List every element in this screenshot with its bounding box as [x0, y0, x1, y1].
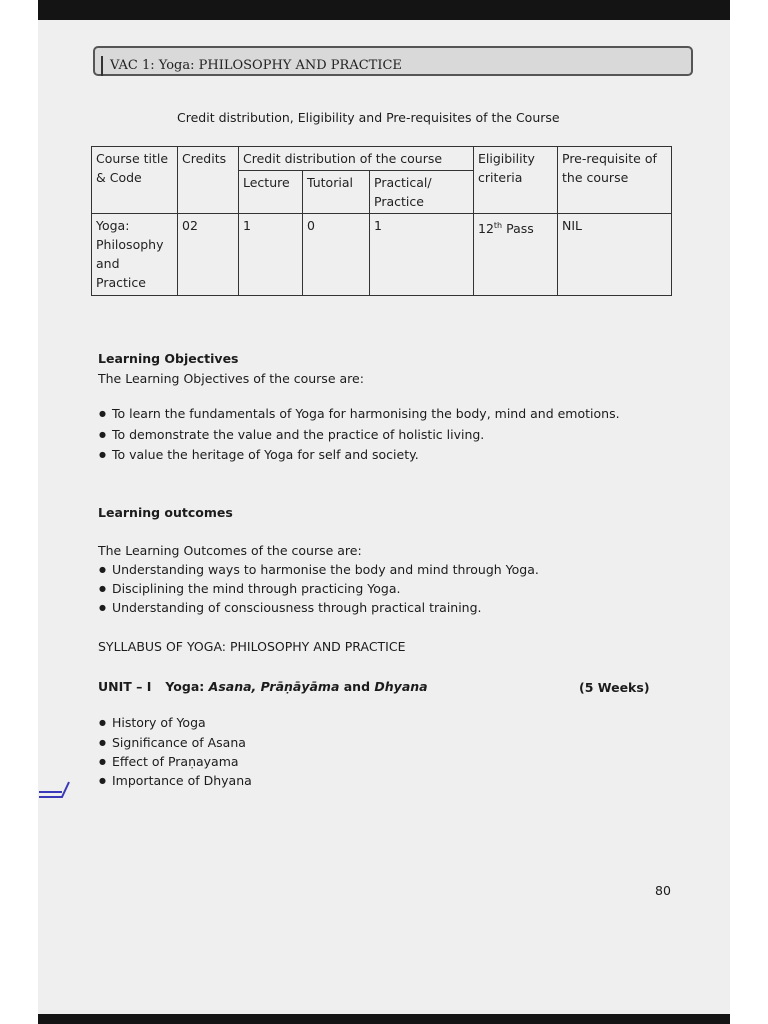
objectives-intro: The Learning Objectives of the course are:: [98, 371, 364, 386]
header-credits: Credits: [178, 147, 239, 214]
cell-practical: 1: [370, 214, 474, 296]
scan-border-bottom: [38, 1014, 730, 1024]
table-header-row: [92, 147, 672, 171]
outcome-item: ● Understanding ways to harmonise the body and mind through Yoga.: [99, 562, 539, 577]
course-title: VAC 1: Yoga: PHILOSOPHY AND PRACTICE: [110, 58, 402, 73]
header-lecture: Lecture: [239, 171, 303, 214]
header-tutorial: Tutorial: [303, 171, 370, 214]
syllabus-item: ● Effect of Praṇayama: [99, 754, 239, 769]
syllabus-title: SYLLABUS OF YOGA: PHILOSOPHY AND PRACTICE: [98, 639, 406, 654]
cell-eligibility: 12th Pass: [474, 214, 558, 296]
unit-heading: UNIT – I Yoga: Asana, Prāṇāyāma and Dhyana: [98, 679, 428, 694]
cell-prereq: NIL: [558, 214, 672, 296]
pen-mark-icon: [38, 780, 72, 802]
header-practical: Practical/ Practice: [370, 171, 474, 214]
objective-item: ● To learn the fundamentals of Yoga for harmonising the body, mind and emotions.: [99, 406, 620, 421]
syllabus-item: ● Significance of Asana: [99, 735, 246, 750]
objective-item: ● To demonstrate the value and the practice of holistic living.: [99, 427, 484, 442]
header-course: Course title & Code: [92, 147, 178, 214]
header-prereq: Pre-requisite of the course: [558, 147, 672, 214]
table-row: [92, 214, 672, 296]
table-caption: Credit distribution, Eligibility and Pre-requisites of the Course: [177, 110, 560, 125]
objective-item: ● To value the heritage of Yoga for self and society.: [99, 447, 419, 462]
scan-border-top: [38, 0, 730, 20]
objectives-heading: Learning Objectives: [98, 351, 239, 366]
credit-table: [91, 146, 672, 296]
cell-lecture: 1: [239, 214, 303, 296]
outcomes-intro: The Learning Outcomes of the course are:: [98, 543, 362, 558]
header-distribution: Credit distribution of the course: [239, 147, 474, 171]
page-number: 80: [655, 883, 671, 898]
unit-label: UNIT – I: [98, 679, 152, 694]
cell-tutorial: 0: [303, 214, 370, 296]
cell-credits: 02: [178, 214, 239, 296]
outcomes-heading: Learning outcomes: [98, 505, 233, 520]
syllabus-item: ● History of Yoga: [99, 715, 206, 730]
unit-duration: (5 Weeks): [579, 680, 650, 695]
outcome-item: ● Disciplining the mind through practicing Yoga.: [99, 581, 400, 596]
syllabus-item: ● Importance of Dhyana: [99, 773, 252, 788]
outcome-item: ● Understanding of consciousness through practical training.: [99, 600, 482, 615]
cell-course: Yoga: Philosophy and Practice: [92, 214, 178, 296]
header-eligibility: Eligibility criteria: [474, 147, 558, 214]
